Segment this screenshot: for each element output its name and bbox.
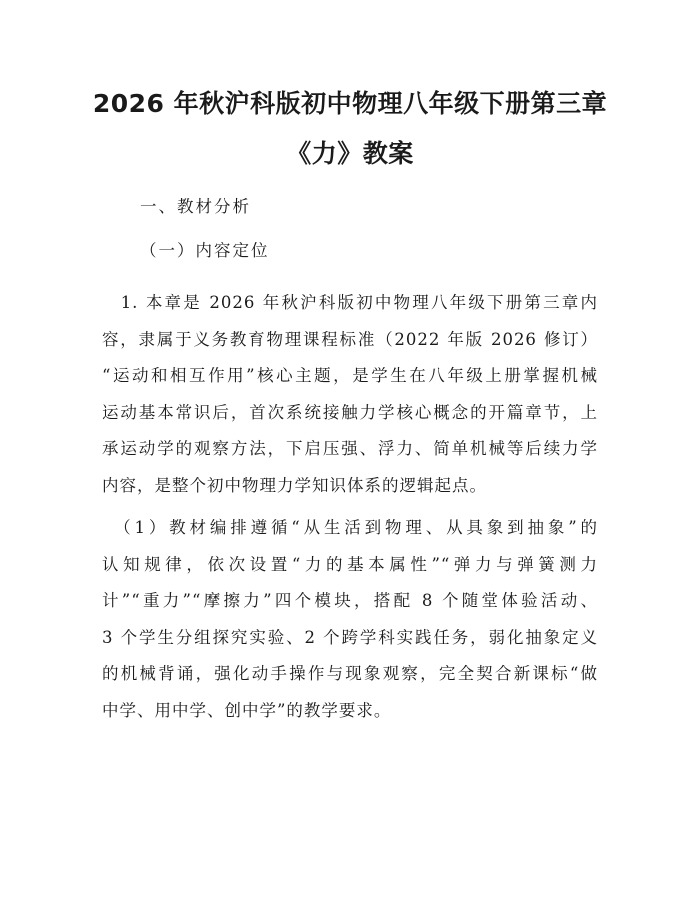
paragraph-line: 认知规律，依次设置“力的基本属性”“弹力与弹簧测力 — [102, 554, 598, 574]
paragraph-line: 的机械背诵，强化动手操作与现象观察，完全契合新课标“做 — [102, 664, 598, 683]
paragraph-line: 1. 本章是 2026 年秋沪科版初中物理八年级下册第三章内 — [102, 293, 598, 312]
paragraph-line: 运动基本常识后，首次系统接触力学核心概念的开篇章节，上 — [102, 402, 598, 422]
paragraph-line: （1）教材编排遵循“从生活到物理、从具象到抽象”的 — [102, 518, 598, 537]
document-title-line-2: 《力》教案 — [286, 139, 414, 168]
paragraph-line: 3 个学生分组探究实验、2 个跨学科实践任务，弱化抽象定义 — [102, 627, 598, 647]
paragraph-line: “运动和相互作用”核心主题，是学生在八年级上册掌握机械 — [102, 366, 598, 385]
paragraph-line: 中学、用中学、创中学”的教学要求。 — [102, 700, 392, 720]
paragraph-line: 内容，是整个初中物理力学知识体系的逻辑起点。 — [102, 475, 487, 495]
paragraph-textbook-arrangement — [102, 510, 598, 729]
subsection-heading: （一）内容定位 — [140, 241, 270, 260]
paragraph-line: 容，隶属于义务教育物理课程标准（2022 年版 2026 修订） — [102, 329, 598, 349]
paragraph-line: 承运动学的观察方法，下启压强、浮力、简单机械等后续力学 — [102, 439, 598, 458]
paragraph-line: 计”“重力”“摩擦力”四个模块，搭配 8 个随堂体验活动、 — [102, 591, 598, 610]
paragraph-content-positioning — [102, 285, 598, 504]
section-heading: 一、教材分析 — [140, 197, 251, 216]
document-title-line-1: 2026 年秋沪科版初中物理八年级下册第三章 — [92, 89, 608, 118]
